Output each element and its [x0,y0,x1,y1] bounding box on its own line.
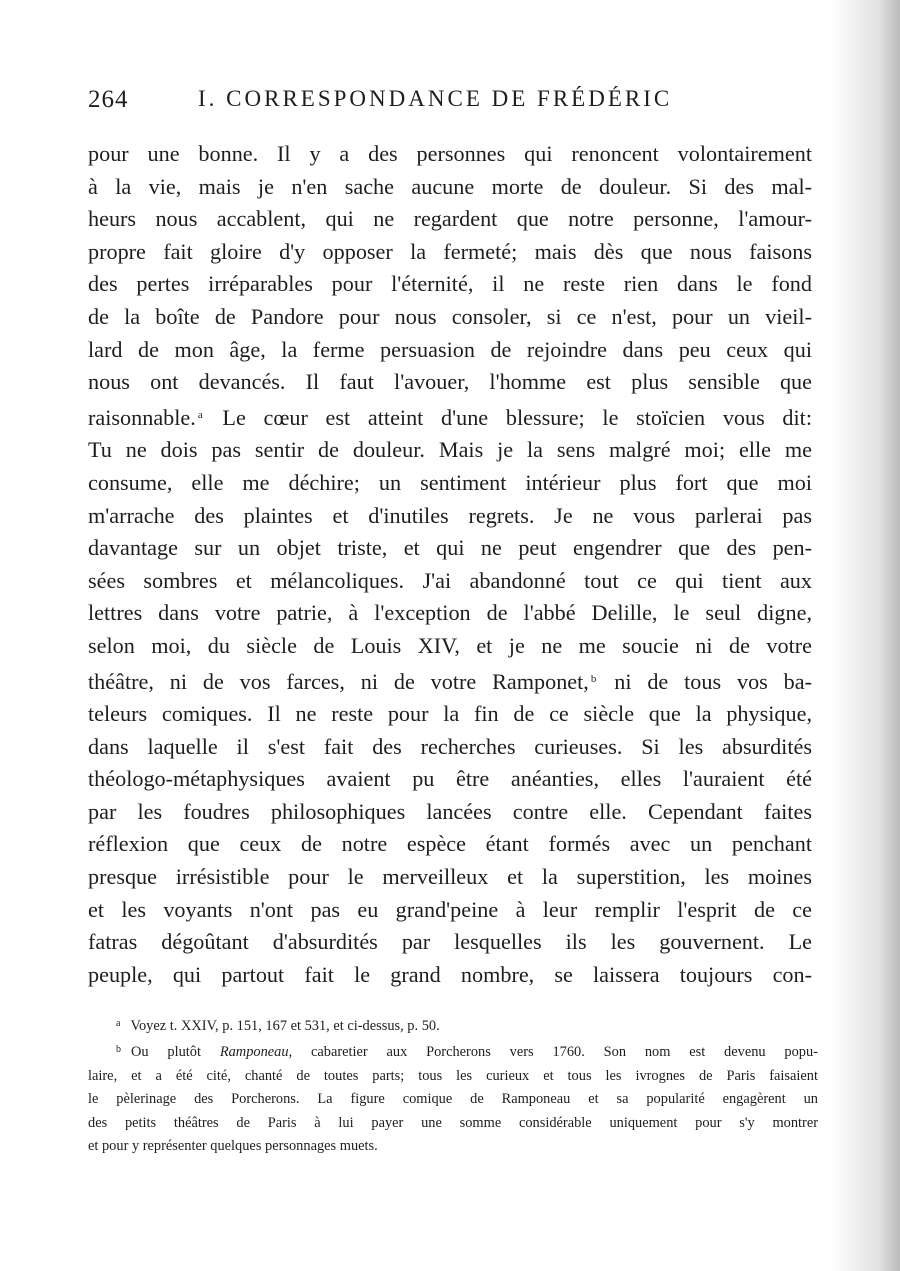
footnote-b-line: des petits théâtres de Paris à lui payer une somme considérable uniquement pour s'y montrer [88,1114,818,1131]
body-line-with-note-a [88,399,812,435]
page-edge-shadow [830,0,900,1271]
body-line: heurs nous accablent, qui ne regardent que notre personne, l'amour- [88,206,812,232]
body-line: presque irrésistible pour le merveilleux et la superstition, les moines [88,864,812,890]
footnote-b-line: le pèlerinage des Porcherons. La figure comique de Ramponeau et sa popularité engagèrent un [88,1091,818,1108]
body-line: réflexion que ceux de notre espèce étant formés avec un penchant [88,831,812,857]
body-line: fatras dégoûtant d'absurdités par lesquelles ils les gouvernent. Le [88,929,812,955]
body-line: théologo-métaphysiques avaient pu être anéanties, elles l'auraient été [88,766,812,792]
body-text [88,138,812,991]
body-line: de la boîte de Pandore pour nous consoler, si ce n'est, pour un vieil- [88,303,812,329]
footnote-b-name: Ramponeau [219,1044,289,1061]
footnote-a [88,1012,818,1038]
body-line: à la vie, mais je n'en sache aucune morte de douleur. Si des mal- [88,173,812,199]
footnote-b-rest: , cabaretier aux Porcherons vers 1760. Son nom est devenu popu- [288,1044,818,1061]
body-line-part: Le cœur est atteint d'une blessure; le stoïcien vous dit: [222,404,813,430]
footnote-mark-a: a [116,1018,121,1029]
body-line: teleurs comiques. Il ne reste pour la fin de ce siècle que la physique, [88,701,812,727]
footnote-ref-a: a [197,408,203,421]
page-header [88,86,808,126]
body-line: Tu ne dois pas sentir de douleur. Mais je la sens malgré moi; elle me [88,437,812,463]
body-line: nous ont devancés. Il faut l'avouer, l'homme est plus sensible que [88,369,812,395]
body-line-part: raisonnable. [88,404,196,430]
body-line-part: théâtre, ni de vos farces, ni de votre Ramponet, [88,668,589,694]
footnote-b-line: laire, et a été cité, chanté de toutes parts; tous les curieux et tous les ivrognes de Paris faisaient [88,1067,818,1084]
body-line: m'arrache des plaintes et d'inutiles regrets. Je ne vous parlerai pas [88,502,812,528]
body-line: consume, elle me déchire; un sentiment intérieur plus fort que moi [88,469,812,495]
body-line: propre fait gloire d'y opposer la fermeté; mais dès que nous faisons [88,238,812,264]
body-line: sées sombres et mélancoliques. J'ai abandonné tout ce qui tient aux [88,567,812,593]
body-line: lettres dans votre patrie, à l'exception de l'abbé Delille, le seul digne, [88,600,812,626]
footnote-ref-b: b [590,672,597,685]
body-line-part: ni de tous vos ba- [614,668,812,694]
body-line: dans laquelle il s'est fait des recherches curieuses. Si les absurdités [88,733,812,759]
body-line: lard de mon âge, la ferme persuasion de rejoindre dans peu ceux qui [88,336,812,362]
footnote-b-line [88,1038,818,1064]
footnote-mark-b: b [116,1044,121,1056]
footnote-b-prefix: Ou plutôt [131,1044,201,1061]
body-line-with-note-b [88,663,812,699]
footnote-b-line: et pour y représenter quelques personnages muets. [88,1138,378,1155]
body-line: pour une bonne. Il y a des personnes qui renoncent volontairement [88,141,812,166]
body-line: des pertes irréparables pour l'éternité, il ne reste rien dans le fond [88,271,812,297]
footnote-a-text: Voyez t. XXIV, p. 151, 167 et 531, et ci-dessus, p. 50. [130,1018,440,1034]
page-number: 264 [88,86,129,113]
footnotes [88,1012,818,1158]
body-line: davantage sur un objet triste, et qui ne peut engendrer que des pen- [88,535,812,561]
body-line: peuple, qui partout fait le grand nombre, se laissera toujours con- [88,961,812,987]
body-line: par les foudres philosophiques lancées contre elle. Cependant faites [88,798,812,824]
body-line: selon moi, du siècle de Louis XIV, et je ne me soucie ni de votre [88,632,812,658]
body-line: et les voyants n'ont pas eu grand'peine à leur remplir l'esprit de ce [88,896,812,922]
running-title: I. CORRESPONDANCE DE FRÉDÉRIC [198,86,673,111]
